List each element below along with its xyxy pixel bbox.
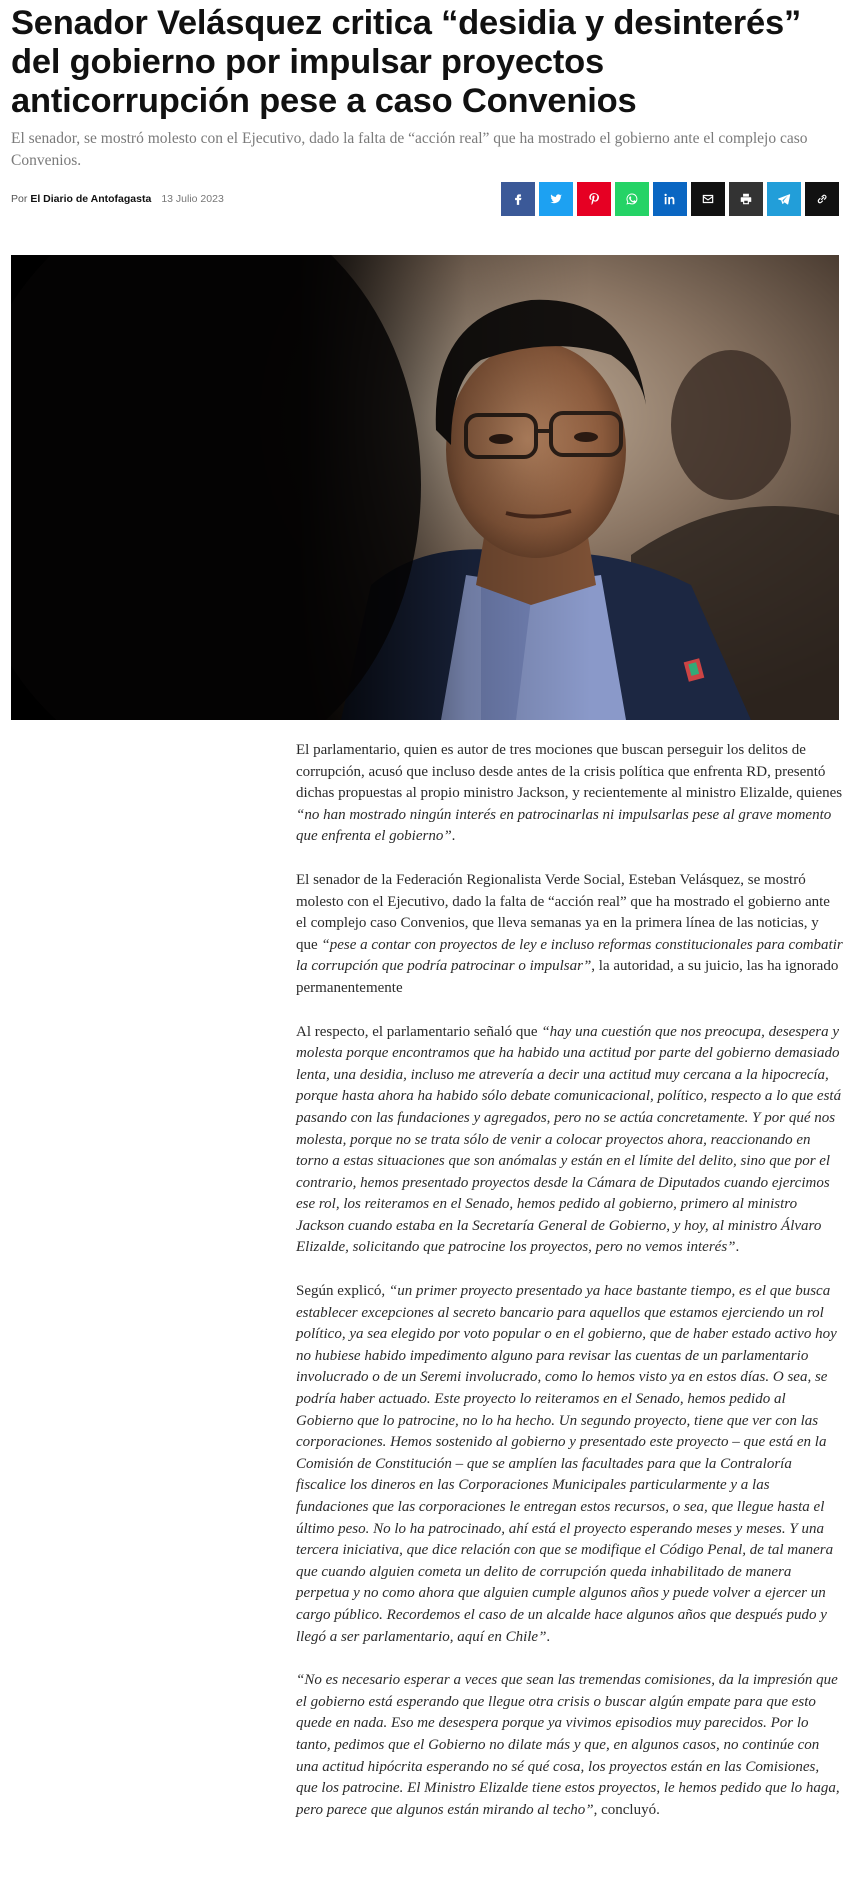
share-print-button[interactable] xyxy=(729,182,763,216)
share-pinterest-button[interactable] xyxy=(577,182,611,216)
share-buttons xyxy=(501,182,839,216)
paragraph-3: Al respecto, el parlamentario señaló que “hay una cuestión que nos preocupa, desespera y molesta porque encontramos que ha habido una actitud por parte del gobierno demasiado lenta, una desidia, incluso me atrevería a decir una actitud muy cercana a la hipocrecía, porque hasta ahora ha habido sólo debate comunicacional, político, respecto a lo que está pasando con las fundaciones y agregados, pero no se actúa concretamente. Y por qué nos molesta, porque no se trata sólo de venir a colocar proyectos ahora, reaccionando en torno a estas situaciones que son anómalas y están en el límite del delito, sino que por el contrario, hemos presentado proyectos desde la Cámara de Diputados cuando ejercimos ese rol, los reiteramos en el Senado, hemos pedido al gobierno, primero al ministro Jackson cuando estaba en la Secretaría General de Gobierno, y hoy, al ministro Álvaro Elizalde, solicitando que patrocine los proyectos, pero no vemos interés”. xyxy=(296,1023,842,1256)
pinterest-icon xyxy=(587,192,601,206)
article-title: Senador Velásquez critica “desidia y desinterés” del gobierno por impulsar proyectos anticorrupción pese a caso Convenios xyxy=(11,4,801,120)
author-link[interactable]: El Diario de Antofagasta xyxy=(30,193,152,205)
paragraph-4: Según explicó, “un primer proyecto presentado ya hace bastante tiempo, es el que busca establecer excepciones al secreto bancario para aquellos que estamos ejerciendo un rol político, ya sea elegido por voto popular o en el gobierno, que de haber estado activo hoy no hubiese habido impedimento alguno para revisar las cuentas de un parlamentario involucrado o de un Seremi involucrado, como lo hemos visto ya en estos días. O sea, se podría haber actuado. Este proyecto lo reiteramos en el Senado, hemos pedido al Gobierno que lo patrocine, no lo ha hecho. Un segundo proyecto, tiene que ver con las corporaciones. Hemos sostenido al gobierno y presentado este proyecto – que está en la Comisión de Constitución – que se amplíen las facultades para que la Contraloría fiscalice los dineros en las Corporaciones Municipales particularmente y a las fundaciones que las corporaciones le entregan estos recursos, o sea, que llegue hasta el último peso. No lo ha patrocinado, ahí está el proyecto esperando meses y meses. Y una tercera iniciativa, que dice relación con que se modifique el Código Penal, de tal manera que cuando alguien cometa un delito de corrupción queda inhabilitado de manera perpetua y no como ahora que alguien cumple algunos años y puede volver a ejercer un cargo público. Recordemos el caso de un alcalde hace algunos años que después pudo y llegó a ser parlamentario, aquí en Chile”. xyxy=(296,1283,837,1645)
publish-date: 13 Julio 2023 xyxy=(161,193,224,205)
share-whatsapp-button[interactable] xyxy=(615,182,649,216)
article-page xyxy=(0,2,850,1821)
twitter-icon xyxy=(549,192,563,206)
share-twitter-button[interactable] xyxy=(539,182,573,216)
paragraph-2: El senador de la Federación Regionalista Verde Social, Esteban Velásquez, se mostró molesto con el Ejecutivo, dado la falta de “acción real” que ha mostrado el gobierno ante el complejo caso Convenios, que lleva semanas ya en la primera línea de las noticias, y que “pese a contar con proyectos de ley e incluso reformas constitucionales para combatir la corrupción que podría patrocinar o impulsar”, la autoridad, a su juicio, las ha ignorado permanentemente xyxy=(296,871,843,996)
email-icon xyxy=(701,192,715,206)
paragraph-5: “No es necesario esperar a veces que sean las tremendas comisiones, da la impresión que el gobierno está esperando que llegue otra crisis o buscar algún empate para que esto quede en nada. Eso me desespera porque ya vivimos episodios muy parecidos. Por lo tanto, pedimos que el Gobierno no dilate más y que, en algunos casos, no continúe con una actitud hipócrita esperando no sé qué cosa, los proyectos están en las Comisiones, que los patrocine. El Ministro Elizalde tiene estos proyectos, le hemos pedido que lo haga, pero parece que algunos están mirando al techo”, concluyó. xyxy=(296,1672,840,1818)
share-copy-link-button[interactable] xyxy=(805,182,839,216)
article-subtitle: El senador, se mostró molesto con el Ejecutivo, dado la falta de “acción real” que ha mostrado el gobierno ante el complejo caso Convenios. xyxy=(11,130,808,169)
telegram-icon xyxy=(777,192,791,206)
byline xyxy=(11,193,224,205)
paragraph-1: El parlamentario, quien es autor de tres mociones que buscan perseguir los delitos de corrupción, acusó que incluso desde antes de la crisis política que enfrenta RD, presentó dichas propuestas al propio ministro Jackson, y recientemente al ministro Elizalde, quienes “no han mostrado ningún interés en patrocinarlas ni impulsarlas pese al grave momento que enfrenta el gobierno”. xyxy=(296,742,843,845)
whatsapp-icon xyxy=(625,192,639,206)
hero-photo xyxy=(11,255,839,720)
print-icon xyxy=(739,192,753,206)
share-facebook-button[interactable] xyxy=(501,182,535,216)
article-body xyxy=(296,740,844,1821)
byline-prefix: Por xyxy=(11,193,28,205)
share-linkedin-button[interactable] xyxy=(653,182,687,216)
facebook-icon xyxy=(511,192,525,206)
link-icon xyxy=(815,192,829,206)
senator-portrait-image xyxy=(11,255,839,720)
share-telegram-button[interactable] xyxy=(767,182,801,216)
linkedin-icon xyxy=(663,192,677,206)
meta-row xyxy=(11,181,839,217)
share-email-button[interactable] xyxy=(691,182,725,216)
